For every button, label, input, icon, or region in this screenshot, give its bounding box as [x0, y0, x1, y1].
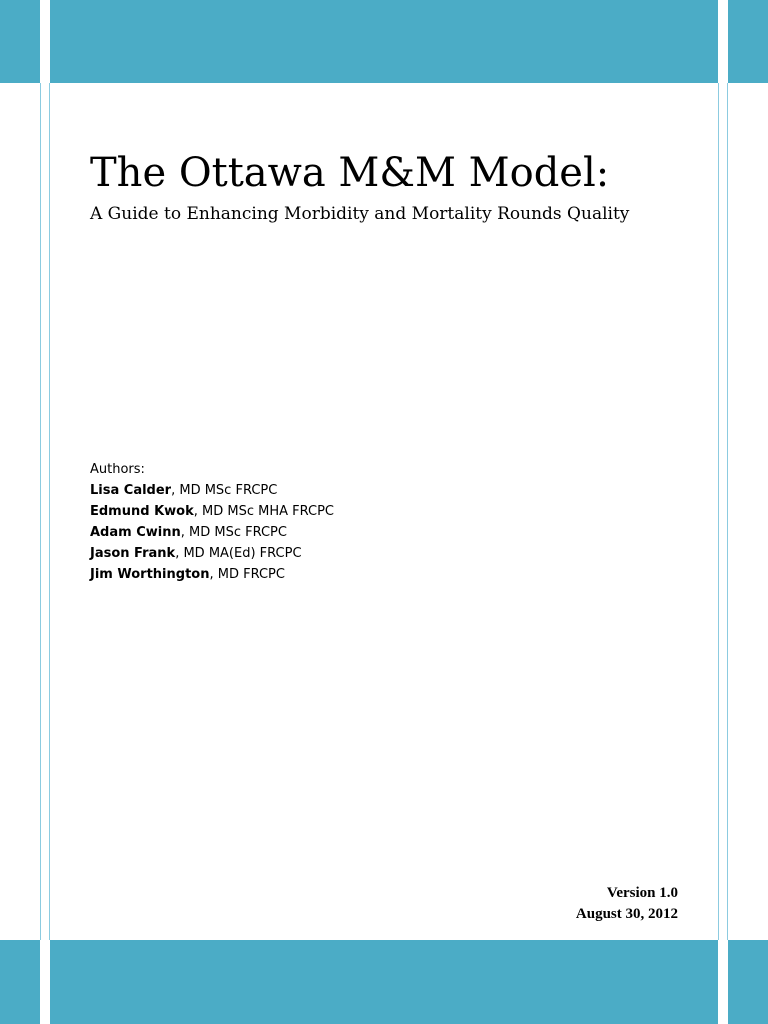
author-name: Jason Frank — [90, 546, 176, 561]
document-title: The Ottawa M&M Model: — [90, 150, 610, 196]
header-band-right — [728, 0, 768, 83]
author-credentials: MD MSc MHA FRCPC — [202, 504, 334, 519]
footer-band-left — [0, 940, 40, 1024]
version-date: August 30, 2012 — [575, 906, 678, 922]
document-subtitle: A Guide to Enhancing Morbidity and Mortality Rounds Quality — [90, 204, 630, 224]
version-block — [576, 883, 678, 925]
header-band — [50, 0, 718, 83]
author-name: Jim Worthington — [90, 567, 210, 582]
author-line: Lisa Calder, MD MSc FRCPC — [90, 483, 278, 498]
author-name: Lisa Calder — [90, 483, 172, 498]
author-credentials: MD FRCPC — [217, 567, 285, 582]
version-label: Version 1.0 — [606, 885, 678, 901]
author-credentials: MD MA(Ed) FRCPC — [183, 546, 302, 561]
author-credentials: MD MSc FRCPC — [179, 483, 278, 498]
authors-heading: Authors: — [90, 462, 145, 477]
frame-line-right-inner — [718, 83, 719, 940]
author-line: Jason Frank, MD MA(Ed) FRCPC — [90, 546, 302, 561]
frame-line-left-inner — [49, 83, 50, 940]
author-line: Adam Cwinn, MD MSc FRCPC — [90, 525, 287, 540]
author-name: Adam Cwinn — [90, 525, 181, 540]
author-line: Jim Worthington, MD FRCPC — [90, 567, 285, 582]
author-credentials: MD MSc FRCPC — [189, 525, 287, 540]
author-line: Edmund Kwok, MD MSc MHA FRCPC — [90, 504, 334, 519]
footer-band — [50, 940, 718, 1024]
author-name: Edmund Kwok — [90, 504, 194, 519]
header-band-left — [0, 0, 40, 83]
authors-block — [90, 459, 334, 585]
frame-line-left-outer — [40, 83, 41, 940]
frame-line-right-outer — [727, 83, 728, 940]
footer-band-right — [728, 940, 768, 1024]
